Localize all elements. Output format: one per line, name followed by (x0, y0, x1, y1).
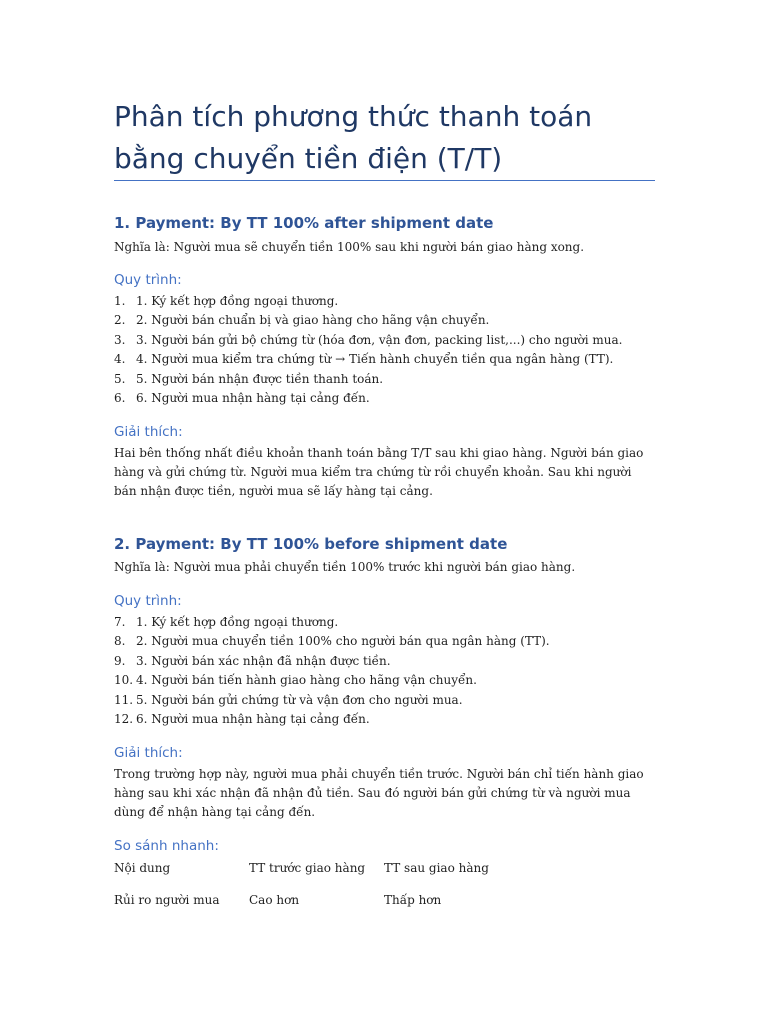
table-header-cell: Nội dung (114, 861, 171, 875)
list-item: 11. 5. Người bán gửi chứng từ và vận đơn cho người mua. (114, 692, 463, 707)
section-2-explain: Trong trường hợp này, người mua phải chuyển tiền trước. Người bán chỉ tiến hành giao hàng sau khi xác nhận đã nhận đủ tiền. Sau đó người bán gửi chứng từ và người mua dùng để nhận hàng tại cảng đến. (114, 767, 644, 819)
list-item: 12. 6. Người mua nhận hàng tại cảng đến. (114, 712, 370, 727)
section-1-explain: Hai bên thống nhất điều khoản thanh toán bằng T/T sau khi giao hàng. Người bán giao hàng và gửi chứng từ. Người mua kiểm tra chứng từ rồi chuyển khoản. Sau khi người bán nhận được tiền, người mua sẽ lấy hàng tại cảng. (114, 446, 644, 498)
compare-heading: So sánh nhanh: (114, 838, 219, 854)
list-item: 3. 3. Người bán gửi bộ chứng từ (hóa đơn, vận đơn, packing list,...) cho người mua. (114, 332, 623, 347)
document-title: Phân tích phương thức thanh toán bằng chuyển tiền điện (T/T) (114, 100, 593, 175)
section-2-meaning: Nghĩa là: Người mua phải chuyển tiền 100% trước khi người bán giao hàng. (114, 560, 576, 574)
section-2-heading: 2. Payment: By TT 100% before shipment date (114, 535, 508, 553)
table-header-row (114, 858, 655, 878)
table-header-cell: TT sau giao hàng (384, 861, 489, 875)
list-item: 1. 1. Ký kết hợp đồng ngoại thương. (114, 294, 339, 308)
table-cell: Thấp hơn (384, 893, 442, 907)
list-item: 10. 4. Người bán tiến hành giao hàng cho hãng vận chuyển. (114, 673, 477, 688)
section-1-process-heading: Quy trình: (114, 272, 182, 288)
section-1-steps (114, 292, 622, 408)
section-2-explain-heading: Giải thích: (114, 745, 183, 761)
list-item: 8. 2. Người mua chuyển tiền 100% cho người bán qua ngân hàng (TT). (114, 634, 550, 649)
section-2-steps (114, 613, 550, 729)
list-item: 2. 2. Người bán chuẩn bị và giao hàng cho hãng vận chuyển. (114, 313, 490, 328)
list-item: 4. 4. Người mua kiểm tra chứng từ → Tiến hành chuyển tiền qua ngân hàng (TT). (114, 352, 614, 367)
list-item: 6. 6. Người mua nhận hàng tại cảng đến. (114, 391, 370, 406)
section-1-heading: 1. Payment: By TT 100% after shipment date (114, 214, 494, 232)
list-item: 9. 3. Người bán xác nhận đã nhận được tiền. (114, 653, 391, 668)
section-1-explain-heading: Giải thích: (114, 424, 183, 440)
title-underline (114, 180, 655, 181)
table-row (114, 890, 655, 910)
section-2-process-heading: Quy trình: (114, 593, 182, 609)
table-cell: Cao hơn (249, 893, 300, 907)
table-header-cell: TT trước giao hàng (249, 861, 366, 875)
list-item: 5. 5. Người bán nhận được tiền thanh toán. (114, 371, 384, 386)
section-1-meaning: Nghĩa là: Người mua sẽ chuyển tiền 100% sau khi người bán giao hàng xong. (114, 240, 585, 254)
list-item: 7. 1. Ký kết hợp đồng ngoại thương. (114, 615, 339, 629)
table-cell: Rủi ro người mua (114, 893, 220, 907)
